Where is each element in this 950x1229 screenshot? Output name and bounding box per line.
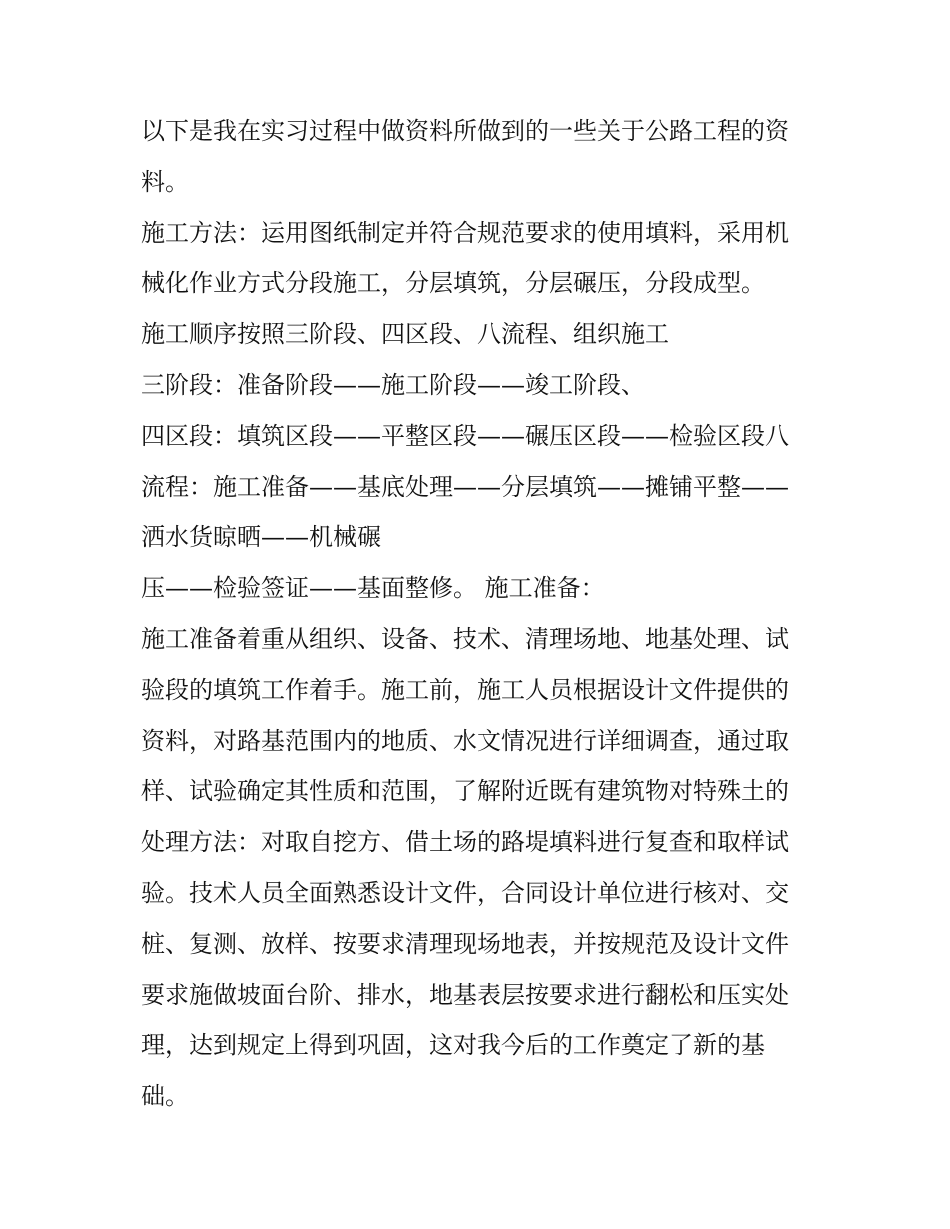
text-line: 以下是我在实习过程中做资料所做到的一些关于公路工程的资 xyxy=(141,117,789,145)
text-line: 四区段：填筑区段——平整区段——碾压区段——检验区段八 xyxy=(141,421,789,450)
text-line: 验。技术人员全面熟悉设计文件，合同设计单位进行核对、交 xyxy=(141,878,789,907)
text-line: 压——检验签证——基面整修。 施工准备： xyxy=(141,574,605,603)
text-line: 处理方法：对取自挖方、借土场的路堤填料进行复查和取样试 xyxy=(141,828,789,857)
text-line: 样、试验确定其性质和范围，了解附近既有建筑物对特殊土的 xyxy=(141,777,789,806)
text-line: 料。 xyxy=(141,167,189,196)
text-line: 要求施做坡面台阶、排水，地基表层按要求进行翻松和压实处 xyxy=(141,980,789,1009)
text-line: 资料，对路基范围内的地质、水文情况进行详细调查，通过取 xyxy=(141,726,789,755)
text-line: 理，达到规定上得到巩固，这对我今后的工作奠定了新的基 xyxy=(141,1031,765,1060)
body-text xyxy=(141,106,821,1122)
text-line: 桩、复测、放样、按要求清理现场地表，并按规范及设计文件 xyxy=(141,929,789,958)
text-line: 施工顺序按照三阶段、四区段、八流程、组织施工 xyxy=(141,320,669,349)
text-line: 验段的填筑工作着手。施工前，施工人员根据设计文件提供的 xyxy=(141,675,789,704)
text-line: 流程：施工准备——基底处理——分层填筑——摊铺平整—— xyxy=(141,472,789,501)
text-line: 施工方法：运用图纸制定并符合规范要求的使用填料，采用机 xyxy=(141,218,789,247)
text-line: 械化作业方式分段施工，分层填筑，分层碾压，分段成型。 xyxy=(141,269,765,298)
text-line: 洒水货晾晒——机械碾 xyxy=(141,523,381,552)
text-line: 施工准备着重从组织、设备、技术、清理场地、地基处理、试 xyxy=(141,624,789,653)
text-line: 础。 xyxy=(141,1082,189,1111)
text-line: 三阶段：准备阶段——施工阶段——竣工阶段、 xyxy=(141,370,645,399)
